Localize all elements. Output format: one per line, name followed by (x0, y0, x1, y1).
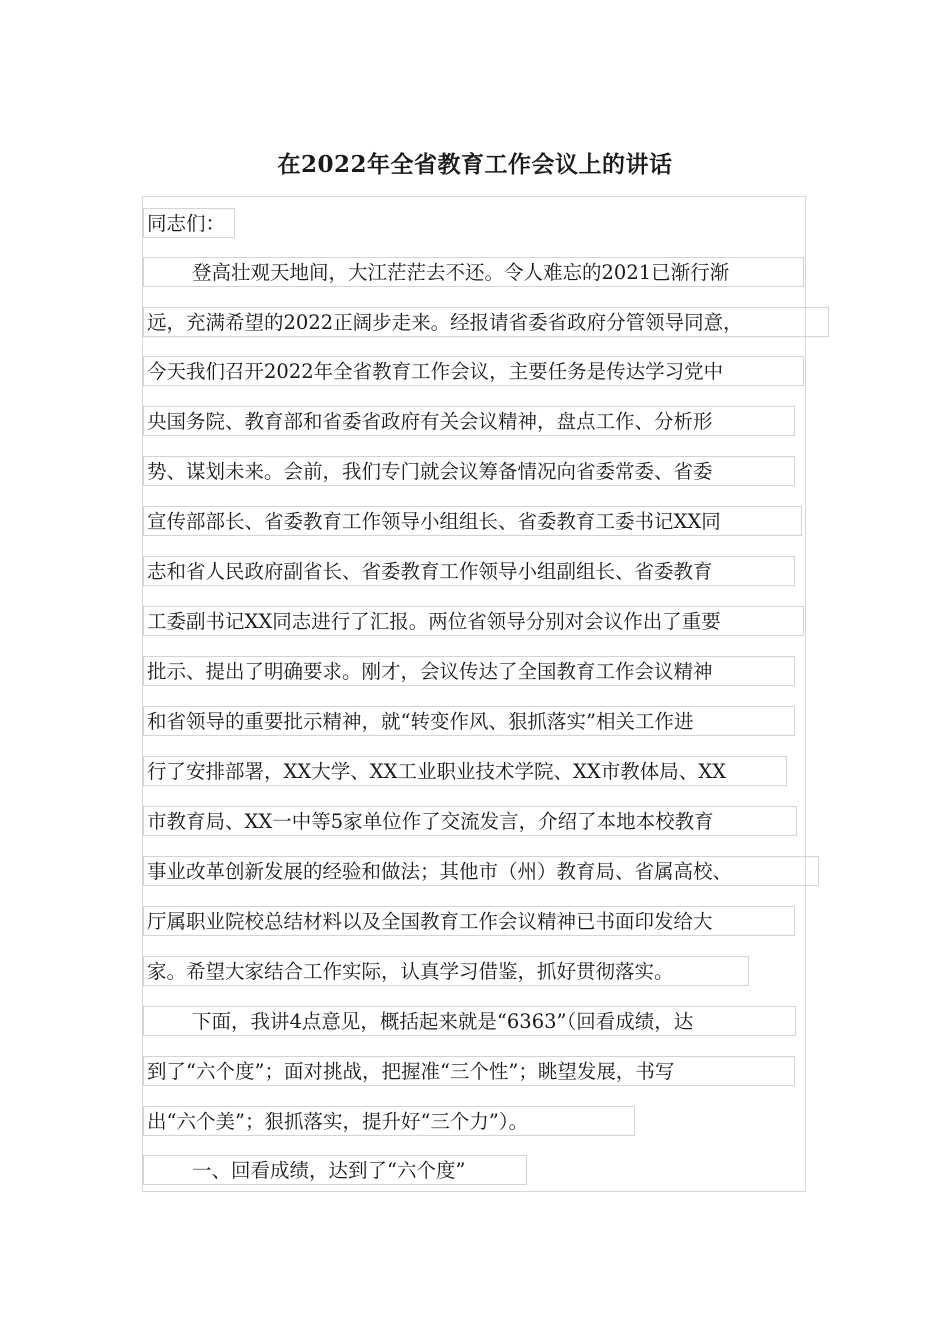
document-body-frame (142, 196, 806, 1192)
paragraph-line: 央国务院、教育部和省委省政府有关会议精神，盘点工作、分析形 (143, 406, 795, 436)
paragraph-line: 市教育局、XX一中等5家单位作了交流发言，介绍了本地本校教育 (143, 806, 797, 836)
paragraph-line: 出“六个美”；狠抓落实，提升好“三个力”）。 (143, 1106, 635, 1136)
paragraph-line: 志和省人民政府副省长、省委教育工作领导小组副组长、省委教育 (143, 556, 795, 586)
paragraph-line: 批示、提出了明确要求。刚才，会议传达了全国教育工作会议精神 (143, 656, 795, 686)
paragraph-line: 势、谋划未来。会前，我们专门就会议筹备情况向省委常委、省委 (143, 456, 795, 486)
salutation: 同志们： (143, 208, 235, 238)
paragraph-line: 到了“六个度”；面对挑战，把握准“三个性”；眺望发展，书写 (143, 1056, 795, 1086)
paragraph-line: 登高壮观天地间，大江茫茫去不还。令人难忘的2021已渐行渐 (143, 257, 804, 287)
document-title: 在2022年全省教育工作会议上的讲话 (277, 151, 673, 178)
paragraph-line: 家。希望大家结合工作实际，认真学习借鉴，抓好贯彻落实。 (143, 956, 749, 986)
paragraph-line: 宣传部部长、省委教育工作领导小组组长、省委教育工委书记XX同 (143, 506, 802, 536)
paragraph-line: 今天我们召开2022年全省教育工作会议，主要任务是传达学习党中 (143, 356, 804, 386)
paragraph-line: 工委副书记XX同志进行了汇报。两位省领导分别对会议作出了重要 (143, 606, 804, 636)
paragraph-line: 下面，我讲4点意见，概括起来就是“6363”（回看成绩，达 (143, 1006, 796, 1036)
paragraph-line: 事业改革创新发展的经验和做法；其他市（州）教育局、省属高校、 (143, 856, 819, 886)
section-heading: 一、回看成绩，达到了“六个度” (143, 1155, 527, 1185)
paragraph-line: 远，充满希望的2022正阔步走来。经报请省委省政府分管领导同意， (143, 307, 829, 337)
paragraph-line: 行了安排部署，XX大学、XX工业职业技术学院、XX市教体局、XX (143, 756, 787, 786)
paragraph-line: 厅属职业院校总结材料以及全国教育工作会议精神已书面印发给大 (143, 906, 795, 936)
paragraph-line: 和省领导的重要批示精神，就“转变作风、狠抓落实”相关工作进 (143, 706, 795, 736)
